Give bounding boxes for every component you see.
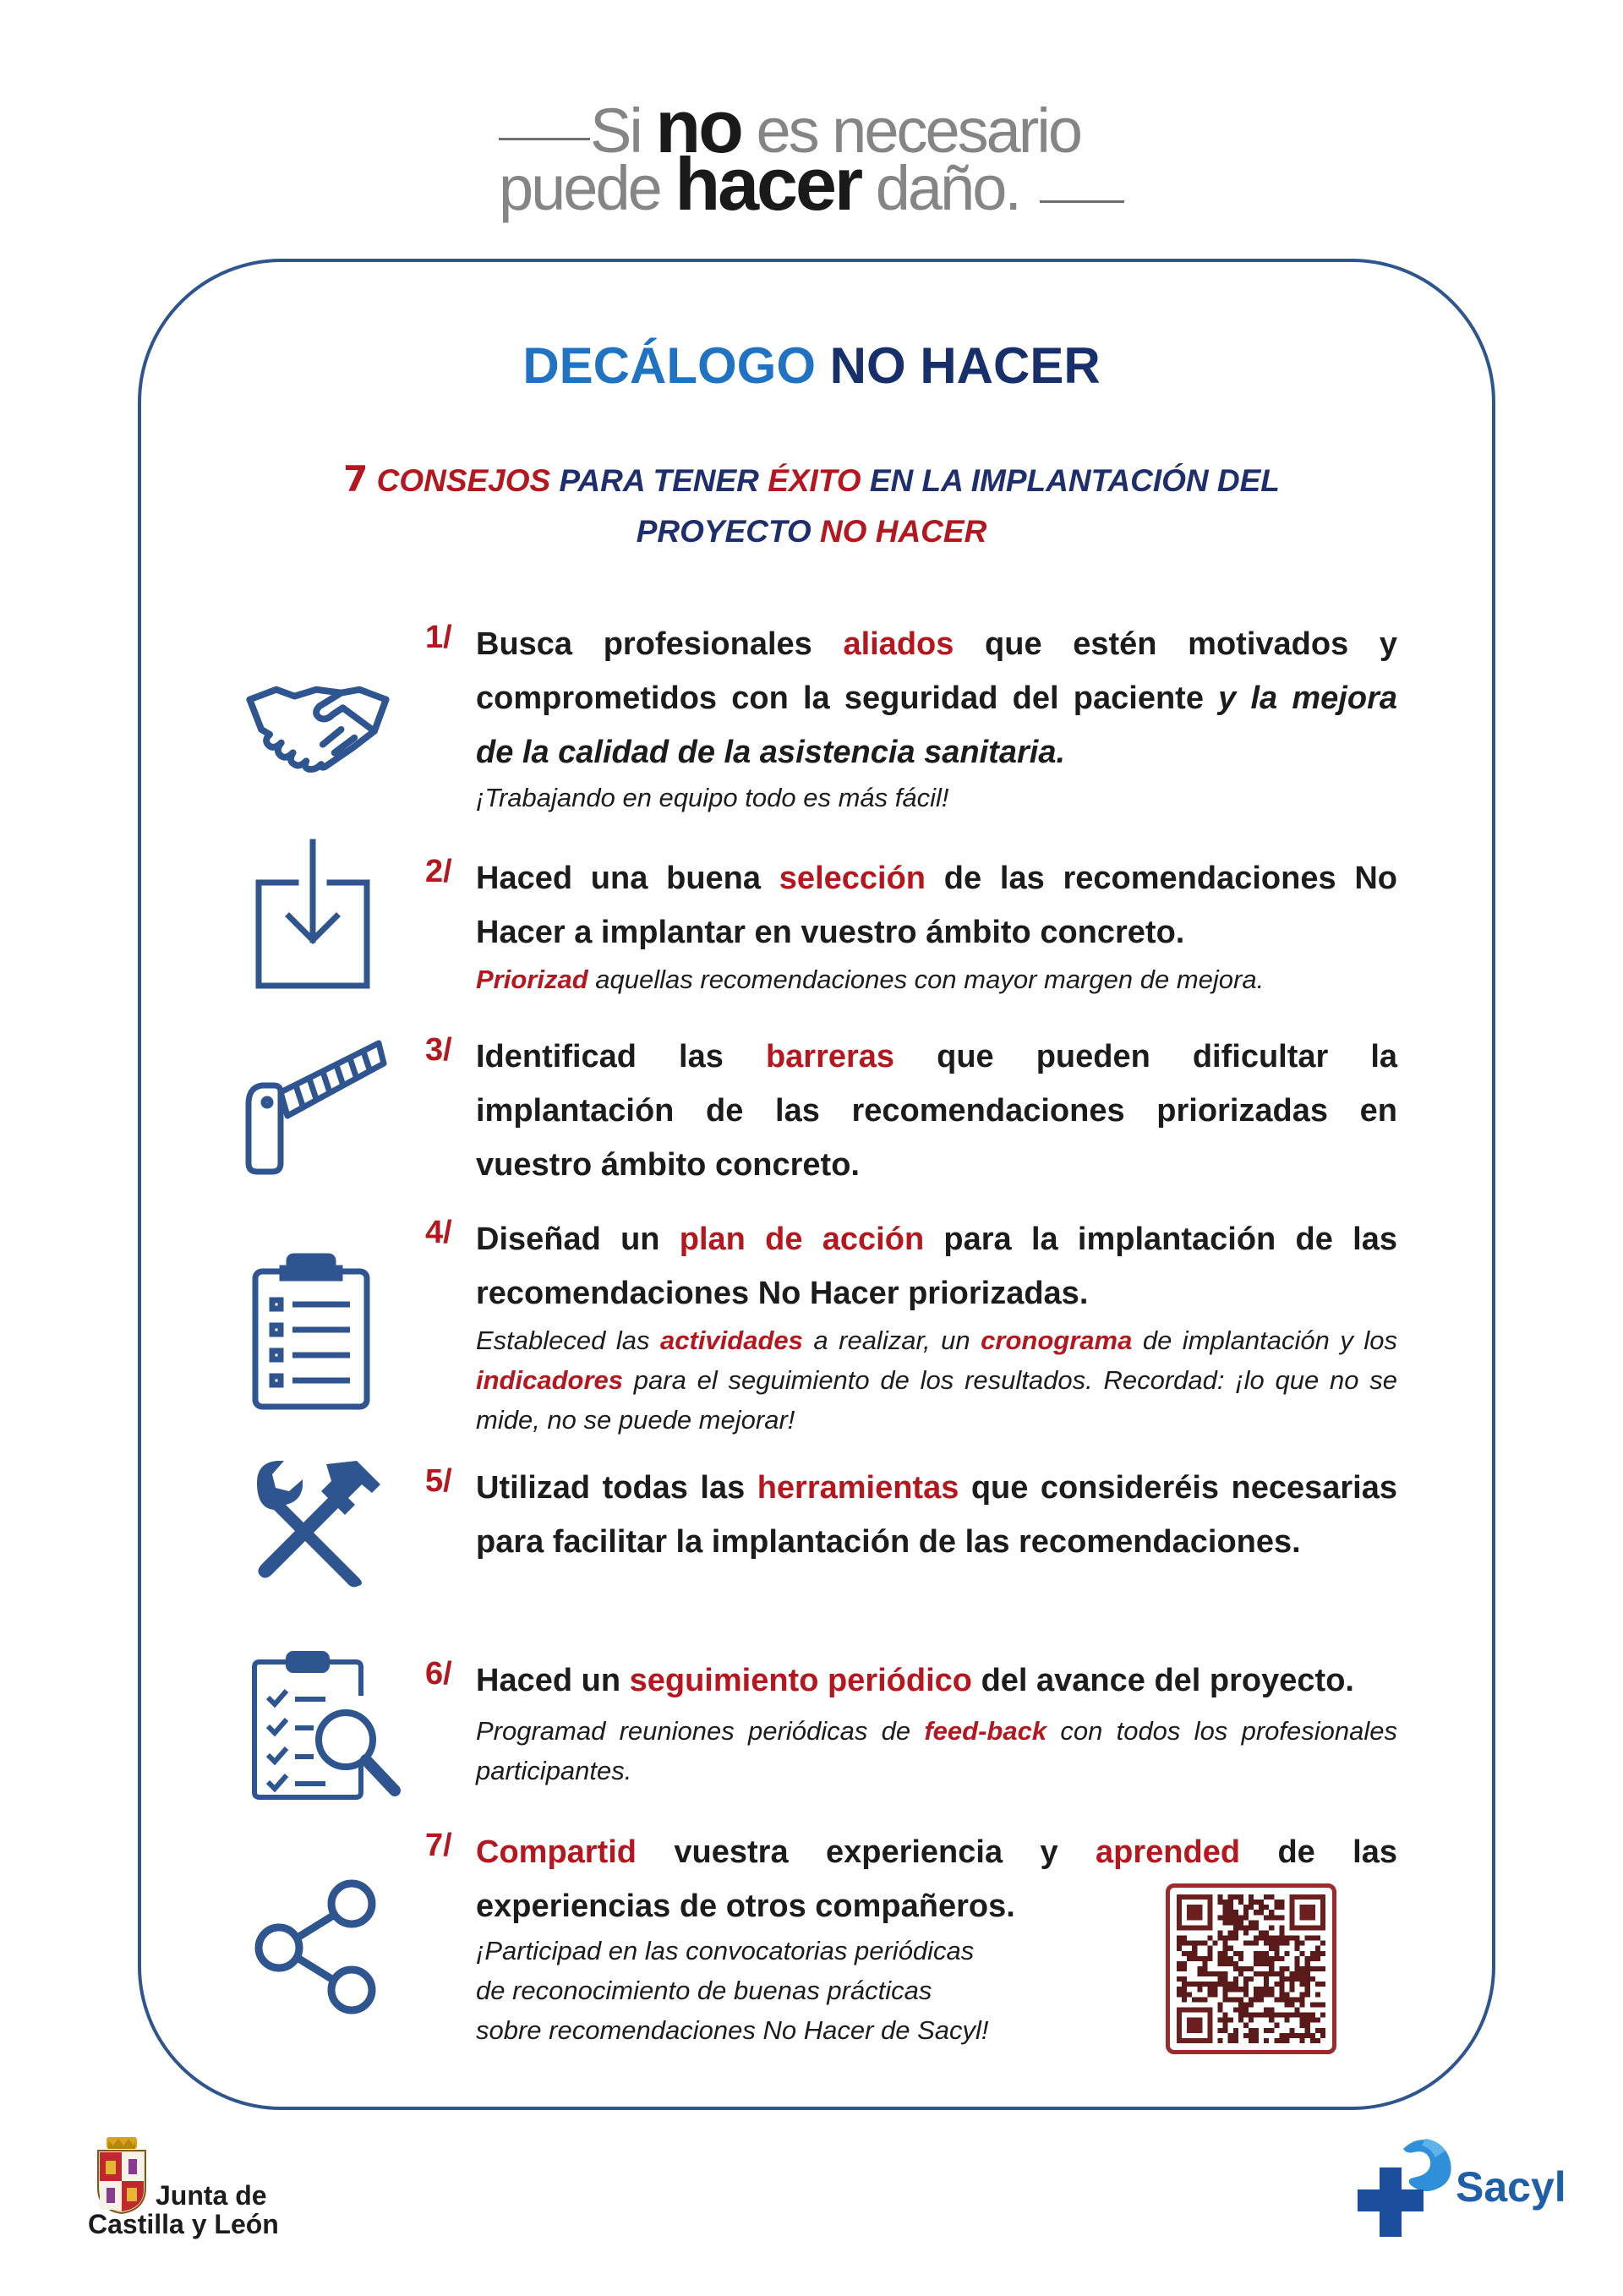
tip-subtext-line: sobre recomendaciones No Hacer de Sacyl! (476, 2015, 989, 2045)
clipboard-search-icon (249, 1648, 402, 1801)
tip-number: 5/ (425, 1463, 452, 1499)
tip-highlight: barreras (765, 1039, 895, 1074)
tip-subtext-part: Estableced las (476, 1326, 650, 1355)
logo-line-bottom (1040, 200, 1124, 203)
logo-line2 (499, 141, 1019, 227)
handshake-icon (243, 675, 393, 774)
slogan-logo (499, 85, 1124, 226)
subtitle-word: PARA TENER (559, 463, 759, 498)
tip-text-part: Haced un (476, 1663, 621, 1698)
tip-sub-highlight: Priorizad (476, 965, 588, 994)
subtitle-line2 (0, 514, 1623, 549)
share-icon (254, 1877, 379, 2015)
tip-subtext (476, 1711, 1397, 1790)
tip-text (476, 1461, 1397, 1569)
subtitle-word: NO HACER (819, 514, 987, 549)
page-title (0, 336, 1623, 395)
tip-subtext (476, 959, 1397, 999)
sacyl-brand: Sacyl (1456, 2163, 1566, 2211)
tip-subtext-part: aquellas recomendaciones con mayor margen de mejora. (595, 965, 1265, 994)
jcyl-line1: Junta de (156, 2180, 267, 2211)
logo-word: puede (499, 153, 660, 223)
qr-code[interactable] (1166, 1883, 1336, 2054)
tip-subtext-part: de implantación y los (1142, 1326, 1397, 1355)
tip-text-italic: y la mejora de la calidad de la asistencia sanitaria. (476, 681, 1397, 770)
subtitle-number: 7 (343, 458, 369, 500)
logo-word: daño. (875, 153, 1019, 223)
tip-text-part: de las experiencias de otros compañeros. (476, 1834, 1398, 1924)
subtitle-word: ÉXITO (768, 463, 861, 498)
tip-number: 4/ (425, 1215, 452, 1250)
tip-highlight: selección (779, 861, 926, 896)
tip-text-part: que estén motivados y comprometidos con la seguridad del paciente (476, 626, 1397, 716)
logo-word-strong: no (655, 85, 741, 168)
tip-text-part: para la implantación de las recomendaciones No Hacer priorizadas. (476, 1222, 1397, 1311)
subtitle-line1 (0, 458, 1623, 500)
tip-text-part: vuestra experiencia y (674, 1834, 1058, 1870)
logo-word: Si (590, 96, 641, 166)
tip-sub-highlight: cronograma (981, 1326, 1133, 1355)
tip-subtext: ¡Trabajando en equipo todo es más fácil! (476, 783, 949, 812)
sacyl-logo-icon (1354, 2137, 1454, 2239)
tip-text-part: del avance del proyecto. (981, 1663, 1354, 1698)
tip-text-part: que pueden dificultar la implantación de las recomendaciones priorizadas en vuestro ámbito concreto. (476, 1039, 1398, 1183)
tip-highlight: seguimiento periódico (629, 1663, 972, 1698)
tip-number: 7/ (425, 1828, 452, 1863)
tip-text-part: de las recomendaciones No Hacer a implantar en vuestro ámbito concreto. (476, 861, 1397, 950)
tip-highlight: herramientas (757, 1470, 959, 1506)
tip-highlight: plan de acción (679, 1222, 925, 1257)
tip-text-part: Diseñad un (476, 1222, 660, 1257)
tip-subtext-part: para el seguimiento de los resultados. Recordad: ¡lo que no se mide, no se puede mejorar! (476, 1365, 1397, 1435)
qr-code-pattern (1177, 1894, 1325, 2043)
title-part1: DECÁLOGO (522, 337, 816, 394)
tip-number: 1/ (425, 620, 452, 655)
tip-subtext-part: Programad reuniones periódicas de (476, 1716, 911, 1746)
tip-subtext (476, 1320, 1397, 1440)
download-tray-icon (255, 839, 370, 989)
tip-highlight: aliados (843, 626, 954, 662)
tip-text-part: Haced una buena (476, 861, 762, 896)
tip-sub-highlight: feed-back (924, 1716, 1047, 1746)
title-part2: NO HACER (829, 337, 1101, 394)
tip-text (476, 1212, 1397, 1320)
tip-subtext-line: de reconocimiento de buenas prácticas (476, 1976, 932, 2005)
tip-text-part: Utilizad todas las (476, 1470, 746, 1506)
logo-line-top (499, 138, 590, 140)
logo-word-strong: hacer (675, 142, 861, 226)
clipboard-list-icon (252, 1253, 370, 1410)
tip-highlight: Compartid (476, 1834, 637, 1870)
tip-highlight: aprended (1096, 1834, 1241, 1870)
tip-subtext-line: ¡Participad en las convocatorias periódicas (476, 1936, 975, 1965)
castilla-leon-coat-of-arms (95, 2137, 149, 2215)
tip-text-part: Identificad las (476, 1039, 724, 1074)
tip-sub-highlight: indicadores (476, 1365, 623, 1395)
tip-sub-highlight: actividades (660, 1326, 803, 1355)
jcyl-brand (88, 2180, 279, 2239)
subtitle-word: CONSEJOS (376, 463, 551, 498)
tip-number: 3/ (425, 1032, 452, 1068)
subtitle-word: EN LA IMPLANTACIÓN DEL (869, 463, 1280, 498)
tip-text (476, 617, 1397, 779)
tip-subtext-part: con todos los profesionales participantes. (476, 1716, 1397, 1785)
tip-text (476, 1030, 1397, 1192)
tip-text (476, 851, 1397, 959)
tip-subtext-part: a realizar, un (813, 1326, 970, 1355)
tip-text-part: Busca profesionales (476, 626, 812, 662)
tools-icon (254, 1457, 385, 1588)
barrier-icon (243, 1036, 387, 1177)
jcyl-line2: Castilla y León (88, 2209, 279, 2239)
tip-text-part: que consideréis necesarias para facilitar la implantación de las recomendaciones. (476, 1470, 1398, 1560)
tip-number: 2/ (425, 854, 452, 889)
tip-text (476, 1654, 1397, 1708)
subtitle-word: PROYECTO (636, 514, 812, 549)
tip-number: 6/ (425, 1656, 452, 1692)
tip-subtext (476, 1931, 1118, 2050)
logo-word: es necesario (756, 96, 1081, 166)
